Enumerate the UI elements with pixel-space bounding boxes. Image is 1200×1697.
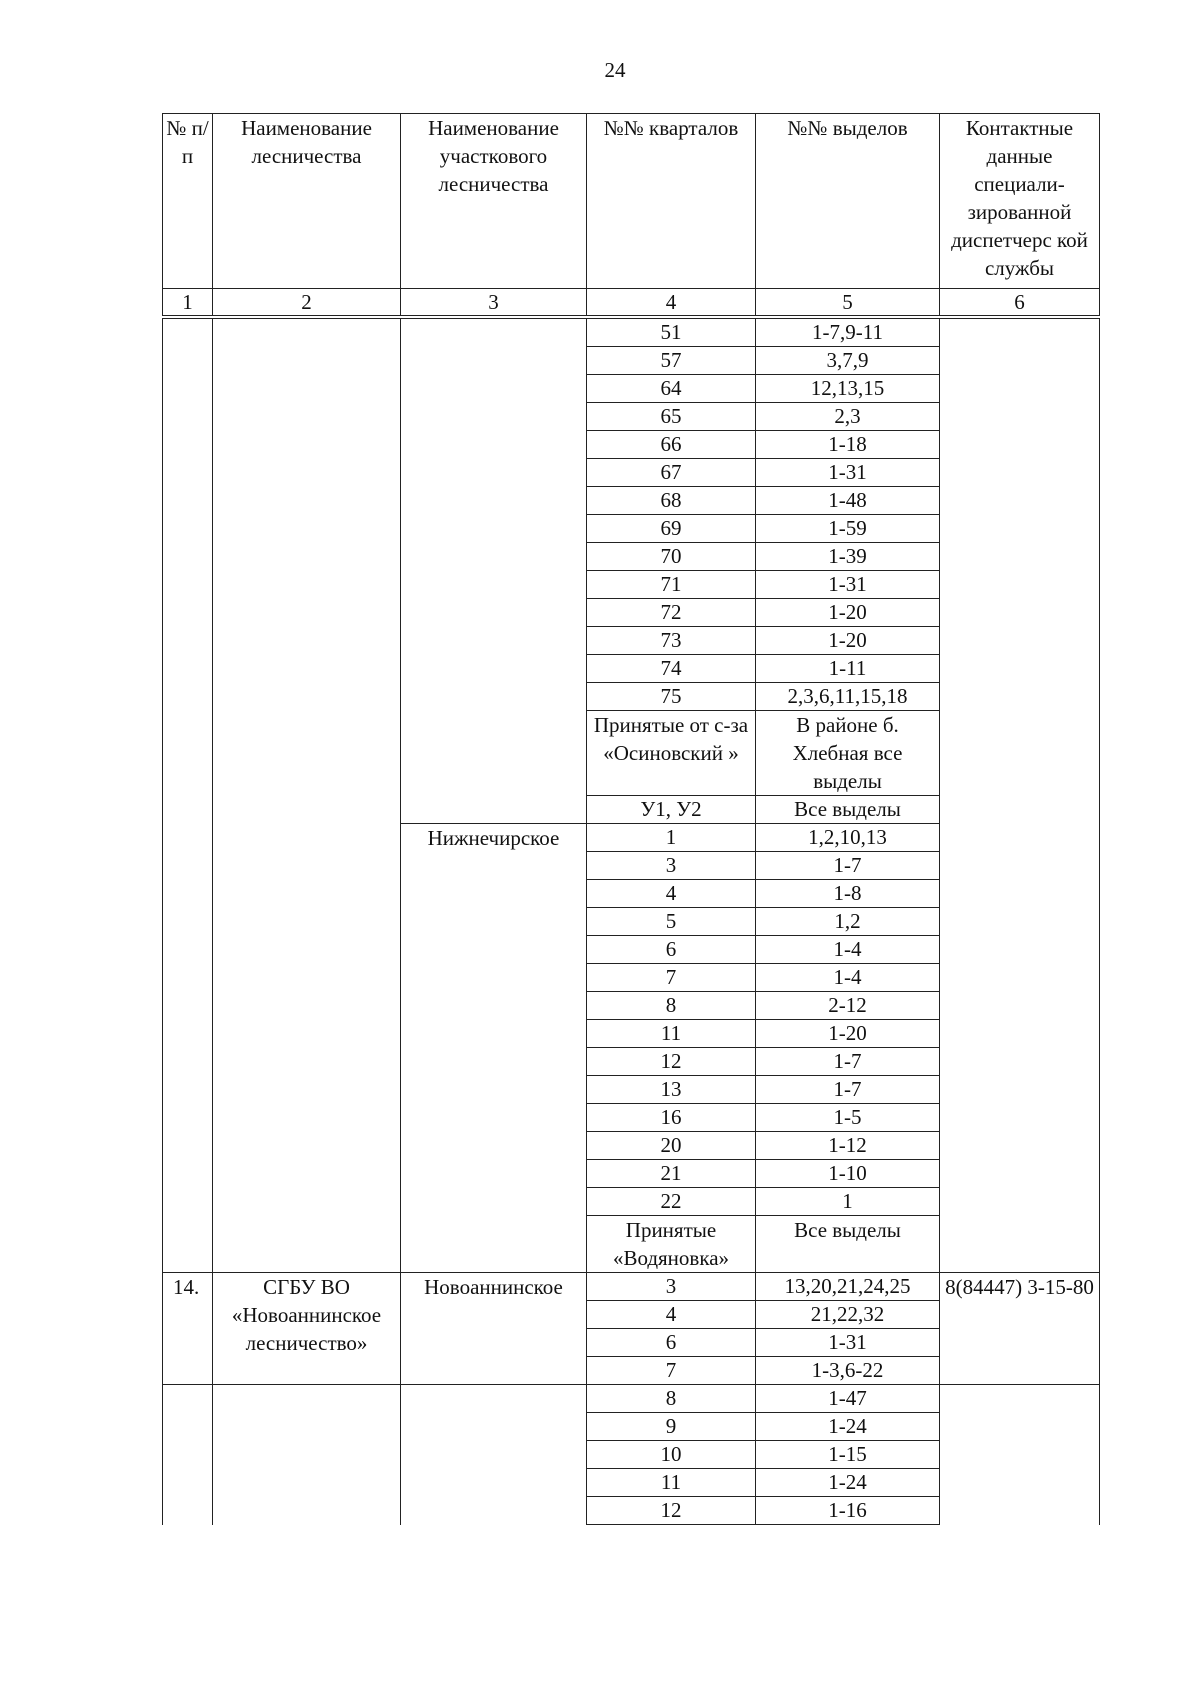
kvartal-cell: 12 xyxy=(587,1497,756,1525)
vydel-cell: 1-39 xyxy=(756,543,940,571)
column-number: 6 xyxy=(940,289,1100,316)
lesnichestvo-cell xyxy=(213,1385,401,1525)
kvartal-cell: Принятые от с-за «Осиновский » xyxy=(587,711,756,796)
kvartal-cell: 12 xyxy=(587,1048,756,1076)
num-cell: 14. xyxy=(163,1273,213,1385)
header-contacts: Контактные данные специали-зированной диспетчерс кой службы xyxy=(940,114,1100,289)
kvartal-cell: 6 xyxy=(587,1329,756,1357)
kvartal-cell: 1 xyxy=(587,824,756,852)
kvartal-cell: 71 xyxy=(587,571,756,599)
vydel-cell: 1-48 xyxy=(756,487,940,515)
vydel-cell: 1-20 xyxy=(756,599,940,627)
kvartal-cell: 3 xyxy=(587,852,756,880)
kvartal-cell: 3 xyxy=(587,1273,756,1301)
vydel-cell: 1-20 xyxy=(756,1020,940,1048)
table-header xyxy=(162,113,1100,316)
contact-cell xyxy=(940,1385,1100,1525)
column-numbers-row xyxy=(163,289,1100,316)
kvartal-cell: 57 xyxy=(587,347,756,375)
uchastok-cell xyxy=(401,1385,587,1525)
kvartal-cell: 66 xyxy=(587,431,756,459)
num-cell xyxy=(163,319,213,1273)
kvartal-cell: 51 xyxy=(587,319,756,347)
uchastok-cell: Новоаннинское xyxy=(401,1273,587,1385)
vydel-cell: Все выделы xyxy=(756,796,940,824)
vydel-cell: 1-10 xyxy=(756,1160,940,1188)
header-kvartaly: №№ кварталов xyxy=(587,114,756,289)
kvartal-cell: 64 xyxy=(587,375,756,403)
kvartal-cell: 8 xyxy=(587,992,756,1020)
column-number: 5 xyxy=(756,289,940,316)
vydel-cell: 1-7,9-11 xyxy=(756,319,940,347)
vydel-cell: 13,20,21,24,25 xyxy=(756,1273,940,1301)
vydel-cell: 1-7 xyxy=(756,1048,940,1076)
kvartal-cell: 10 xyxy=(587,1441,756,1469)
kvartal-cell: 5 xyxy=(587,908,756,936)
kvartal-cell: 16 xyxy=(587,1104,756,1132)
column-number: 4 xyxy=(587,289,756,316)
column-number: 1 xyxy=(163,289,213,316)
table-body xyxy=(162,318,1100,1525)
vydel-cell: 21,22,32 xyxy=(756,1301,940,1329)
kvartal-cell: 6 xyxy=(587,936,756,964)
vydel-cell: 1,2 xyxy=(756,908,940,936)
kvartal-cell: 11 xyxy=(587,1469,756,1497)
vydel-cell: 1-11 xyxy=(756,655,940,683)
kvartal-cell: 68 xyxy=(587,487,756,515)
kvartal-cell: 11 xyxy=(587,1020,756,1048)
header-row xyxy=(163,114,1100,289)
kvartal-cell: 9 xyxy=(587,1413,756,1441)
kvartal-cell: 74 xyxy=(587,655,756,683)
kvartal-cell: 69 xyxy=(587,515,756,543)
vydel-cell: 1-12 xyxy=(756,1132,940,1160)
kvartal-cell: 4 xyxy=(587,880,756,908)
lesnichestvo-cell: СГБУ ВО «Новоаннинское лесничество» xyxy=(213,1273,401,1385)
lesnichestvo-cell xyxy=(213,319,401,1273)
vydel-cell: 1-5 xyxy=(756,1104,940,1132)
vydel-cell: 2,3,6,11,15,18 xyxy=(756,683,940,711)
kvartal-cell: 8 xyxy=(587,1385,756,1413)
vydel-cell: 12,13,15 xyxy=(756,375,940,403)
table-row xyxy=(163,1273,1100,1301)
vydel-cell: 1-24 xyxy=(756,1413,940,1441)
uchastok-cell: Нижнечирское xyxy=(401,824,587,1273)
table-row xyxy=(163,319,1100,347)
kvartal-cell: 70 xyxy=(587,543,756,571)
kvartal-cell: 72 xyxy=(587,599,756,627)
column-number: 3 xyxy=(401,289,587,316)
contact-cell xyxy=(940,319,1100,1273)
vydel-cell: 1-4 xyxy=(756,936,940,964)
kvartal-cell: Принятые «Водяновка» xyxy=(587,1216,756,1273)
kvartal-cell: 75 xyxy=(587,683,756,711)
vydel-cell: 1,2,10,13 xyxy=(756,824,940,852)
header-vydely: №№ выделов xyxy=(756,114,940,289)
vydel-cell: 1-8 xyxy=(756,880,940,908)
vydel-cell: Все выделы xyxy=(756,1216,940,1273)
vydel-cell: 1-7 xyxy=(756,852,940,880)
vydel-cell: 3,7,9 xyxy=(756,347,940,375)
kvartal-cell: 65 xyxy=(587,403,756,431)
header-lesnichestvo: Наименование лесничества xyxy=(213,114,401,289)
vydel-cell: 1-47 xyxy=(756,1385,940,1413)
uchastok-cell xyxy=(401,319,587,824)
kvartal-cell: 7 xyxy=(587,1357,756,1385)
vydel-cell: 1-59 xyxy=(756,515,940,543)
kvartal-cell: 22 xyxy=(587,1188,756,1216)
kvartal-cell: 21 xyxy=(587,1160,756,1188)
vydel-cell: 1-3,6-22 xyxy=(756,1357,940,1385)
table-row xyxy=(163,1385,1100,1413)
kvartal-cell: 73 xyxy=(587,627,756,655)
vydel-cell: 2-12 xyxy=(756,992,940,1020)
column-number: 2 xyxy=(213,289,401,316)
vydel-cell: 1-16 xyxy=(756,1497,940,1525)
vydel-cell: 1-31 xyxy=(756,571,940,599)
vydel-cell: 2,3 xyxy=(756,403,940,431)
num-cell xyxy=(163,1385,213,1525)
vydel-cell: 1-15 xyxy=(756,1441,940,1469)
kvartal-cell: 7 xyxy=(587,964,756,992)
vydel-cell: В районе б. Хлебная все выделы xyxy=(756,711,940,796)
kvartal-cell: 13 xyxy=(587,1076,756,1104)
vydel-cell: 1-24 xyxy=(756,1469,940,1497)
vydel-cell: 1 xyxy=(756,1188,940,1216)
vydel-cell: 1-7 xyxy=(756,1076,940,1104)
contact-cell: 8(84447) 3-15-80 xyxy=(940,1273,1100,1385)
page-number: 24 xyxy=(604,58,626,82)
vydel-cell: 1-31 xyxy=(756,459,940,487)
vydel-cell: 1-18 xyxy=(756,431,940,459)
kvartal-cell: У1, У2 xyxy=(587,796,756,824)
header-uchastok: Наименование участкового лесничества xyxy=(401,114,587,289)
vydel-cell: 1-4 xyxy=(756,964,940,992)
kvartal-cell: 67 xyxy=(587,459,756,487)
kvartal-cell: 4 xyxy=(587,1301,756,1329)
header-num: № п/п xyxy=(163,114,213,289)
vydel-cell: 1-20 xyxy=(756,627,940,655)
vydel-cell: 1-31 xyxy=(756,1329,940,1357)
kvartal-cell: 20 xyxy=(587,1132,756,1160)
